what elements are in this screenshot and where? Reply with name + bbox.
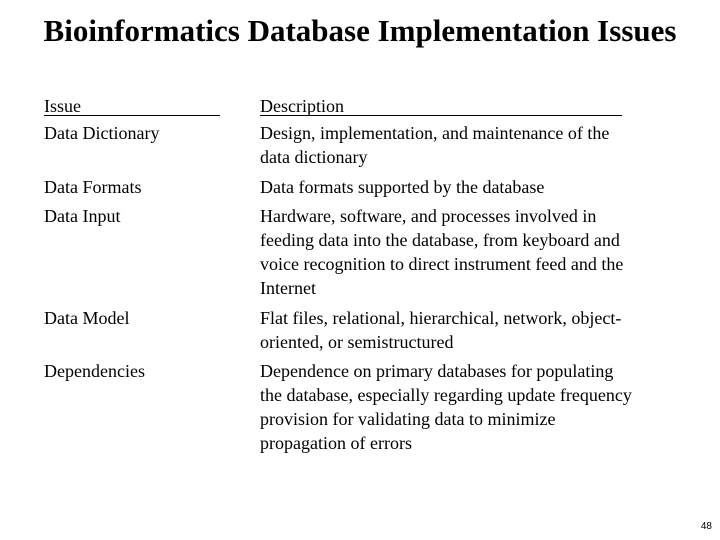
column-header-description: Description	[260, 94, 622, 116]
issue-data-formats: Data Formats	[44, 177, 142, 197]
description-line: Data formats supported by the database	[260, 177, 545, 197]
description-line: Flat files, relational, hierarchical, network, object-	[260, 308, 622, 328]
description-data-input	[260, 204, 680, 300]
description-line: Dependence on primary databases for populating	[260, 361, 614, 381]
slide-title: Bioinformatics Database Implementation Issues	[43, 13, 677, 48]
description-line: Hardware, software, and processes involved in	[260, 206, 597, 226]
description-line: provision for validating data to minimize	[260, 409, 556, 429]
description-line: voice recognition to direct instrument feed and the	[260, 254, 624, 274]
page-number: 48	[700, 521, 712, 532]
description-data-formats	[260, 175, 680, 199]
description-line: feeding data into the database, from keyboard and	[260, 230, 620, 250]
description-data-model	[260, 306, 680, 354]
description-dependencies	[260, 359, 680, 455]
description-data-dictionary	[260, 121, 680, 169]
column-header-issue: Issue	[44, 94, 220, 116]
description-line: the database, especially regarding update frequency	[260, 385, 632, 405]
description-line: oriented, or semistructured	[260, 332, 454, 352]
description-line: data dictionary	[260, 147, 368, 167]
issue-data-input: Data Input	[44, 206, 121, 226]
description-line: propagation of errors	[260, 433, 412, 453]
description-line: Design, implementation, and maintenance of the	[260, 123, 610, 143]
issue-data-dictionary: Data Dictionary	[44, 123, 160, 143]
issue-data-model: Data Model	[44, 308, 130, 328]
description-line: Internet	[260, 278, 316, 298]
issue-dependencies: Dependencies	[44, 361, 145, 381]
